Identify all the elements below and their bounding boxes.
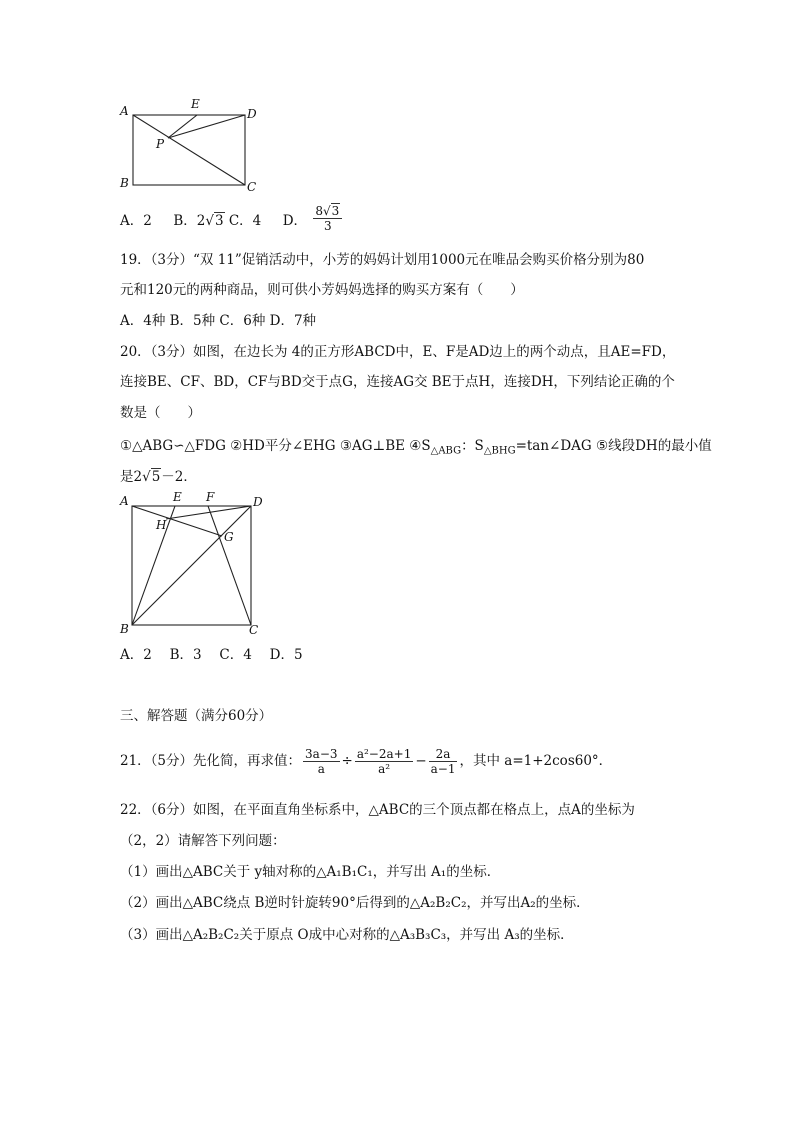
label-b: B: [120, 622, 129, 636]
fraction-2: $\frac{\text{a²−2a+1}}{\text{a²}}$: [356, 747, 412, 776]
q20-line4: ①△ABG∽△FDG ②HD平分∠EHG ③AG⊥BE $④S_{\triangle ABG}$：$S_{\triangle BHG}=\tan\angle DAG$ ⑤线段DH的最小值: [120, 438, 712, 457]
label-d: D: [247, 107, 257, 121]
q19-line1: 19．（3分）“双 11”促销活动中，小芳的妈妈计划用1000元在唯品会购买价格分别为80: [120, 252, 645, 268]
q20-line5: 是2√5－2．: [120, 469, 197, 485]
q21-line: 21．（5分）先化简，再求值： $\frac{3a-3}{a}$ ÷ $\frac{\text{a²−2a+1}}{\text{a²}}$ − $\frac{2a}{a-1}$ ，其中 a=1+2cos60°．: [120, 747, 613, 776]
section-title: 三、解答题（满分60分）: [120, 708, 273, 724]
q22-line1: 22．（6分）如图，在平面直角坐标系中，△ABC的三个顶点都在格点上，点A的坐标为: [120, 802, 635, 818]
q22-sub3: （3）画出△A₂B₂C₂关于原点 O成中心对称的△A₃B₃C₃，并写出 A₃的坐标．: [120, 927, 574, 943]
q20-line2: 连接BE、CF、BD，CF与BD交于点G，连接AG交 BE于点H，连接DH，下列结论正确的个: [120, 374, 675, 390]
q22-line2: （2，2）请解答下列问题：: [120, 833, 286, 849]
segment-bd: [132, 506, 251, 625]
label-g: G: [224, 530, 234, 544]
label-a: A: [120, 104, 129, 118]
fraction-3: $\frac{2a}{a-1}$: [430, 747, 456, 776]
label-h: H: [156, 518, 167, 532]
label-e: E: [191, 97, 200, 111]
label-c: C: [249, 623, 259, 637]
label-b: B: [120, 176, 129, 190]
q18-option-c: C．4: [228, 213, 262, 229]
label-c: C: [247, 180, 257, 194]
label-f: F: [206, 490, 215, 504]
segment-ag: [132, 506, 222, 536]
q18-option-b: B．2√3: [173, 213, 224, 229]
q20-line1: 20．（3分）如图，在边长为 4的正方形ABCD中，E、F是AD边上的两个动点，且AE=FD，: [120, 344, 676, 360]
segment-be: [132, 506, 175, 625]
segment-cf: [208, 506, 251, 625]
q20-options: A．2 B．3 C．4 D．5: [120, 647, 303, 663]
q18-option-d: D． $\frac{8√3}{3}$: [283, 213, 345, 229]
q19-line2: 元和120元的两种商品，则可供小芳妈妈选择的购买方案有（ ）: [120, 282, 524, 298]
q18-option-a: A．2: [120, 213, 152, 229]
fraction-1: $\frac{3a-3}{a}$: [305, 747, 338, 776]
label-e: E: [173, 490, 182, 504]
q22-sub2: （2）画出△ABC绕点 B逆时针旋转90°后得到的△A₂B₂C₂，并写出A₂的坐标．: [120, 895, 590, 911]
q19-options: A．4种 B．5种 C．6种 D．7种: [120, 313, 317, 329]
q20-line3: 数是（ ）: [120, 405, 201, 421]
q22-sub1: （1）画出△ABC关于 y轴对称的△A₁B₁C₁，并写出 A₁的坐标．: [120, 864, 501, 880]
label-p: P: [156, 137, 165, 151]
label-d: D: [253, 495, 263, 509]
label-a: A: [120, 494, 129, 508]
